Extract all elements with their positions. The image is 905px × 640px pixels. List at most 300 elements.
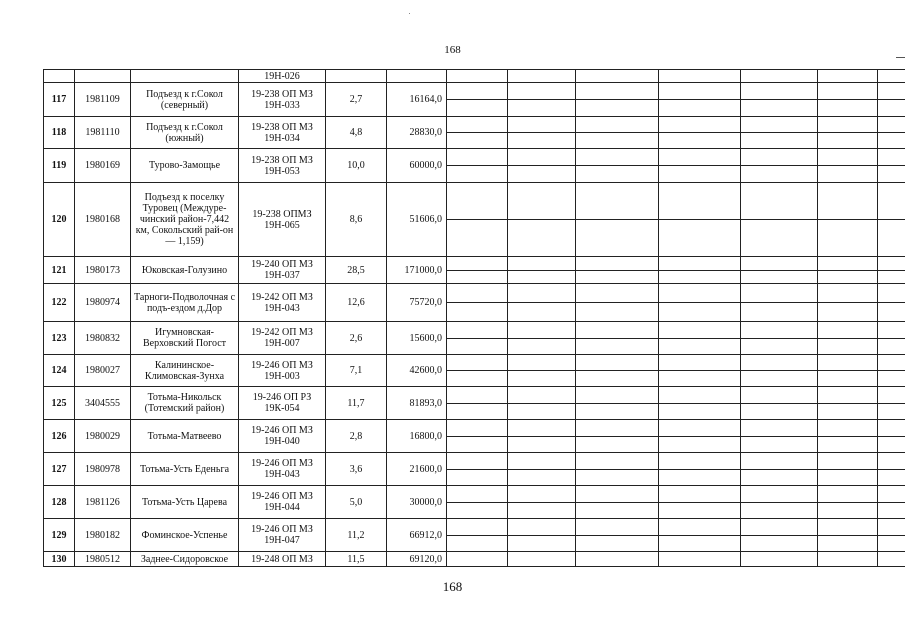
page-number-bottom: 168 — [442, 579, 463, 594]
cell-blank — [447, 322, 508, 355]
cell-divider — [508, 338, 576, 339]
cell-divider — [508, 270, 576, 271]
cell-divider — [659, 502, 741, 503]
cell-blank — [818, 486, 878, 519]
cell-blank — [508, 183, 576, 257]
cell-length: 11,7 — [326, 387, 387, 420]
cell-divider — [447, 338, 508, 339]
cell-length: 5,0 — [326, 486, 387, 519]
cell-divider — [576, 469, 659, 470]
cell-divider — [576, 302, 659, 303]
cell-blank — [818, 117, 878, 149]
cell-divider — [818, 502, 878, 503]
cell-divider — [741, 469, 818, 470]
cell-name: Тотьма-Усть Царева — [131, 486, 239, 519]
table-row — [44, 183, 905, 257]
cell-blank — [878, 420, 905, 453]
cell-blank — [659, 117, 741, 149]
cell-divider — [741, 165, 818, 166]
cell-cost: 15600,0 — [387, 322, 447, 355]
cell-blank — [878, 486, 905, 519]
cell-id: 1980978 — [75, 453, 131, 486]
cell-divider — [741, 270, 818, 271]
cell-blank — [741, 70, 818, 83]
table-row-continuation — [44, 70, 905, 83]
cell-length: 7,1 — [326, 355, 387, 387]
table-row — [44, 486, 905, 519]
cell-blank — [576, 284, 659, 322]
cell-divider — [659, 219, 741, 220]
cell-no: 127 — [44, 453, 75, 486]
cell-divider — [508, 165, 576, 166]
cell-blank — [741, 453, 818, 486]
cell-id: 1980512 — [75, 552, 131, 567]
cell-divider — [508, 403, 576, 404]
cell-blank — [508, 387, 576, 420]
cell-id: 1980027 — [75, 355, 131, 387]
cell-divider — [659, 165, 741, 166]
cell-divider — [447, 469, 508, 470]
cell-code: 19-238 ОП МЗ 19Н-053 — [239, 149, 326, 183]
cell-no: 124 — [44, 355, 75, 387]
cell-length: 11,5 — [326, 552, 387, 567]
cell-divider — [447, 502, 508, 503]
cell-divider — [878, 99, 905, 100]
cell-cost: 66912,0 — [387, 519, 447, 552]
cell-divider — [576, 535, 659, 536]
scan-speck — [409, 13, 410, 14]
cell-blank — [576, 453, 659, 486]
cell-blank — [741, 83, 818, 117]
cell-divider — [508, 302, 576, 303]
cell-blank — [576, 70, 659, 83]
cell-no: 118 — [44, 117, 75, 149]
cell-divider — [508, 219, 576, 220]
table-row — [44, 149, 905, 183]
cell-length: 10,0 — [326, 149, 387, 183]
cell-blank — [659, 83, 741, 117]
cell-name: Турово-Замощье — [131, 149, 239, 183]
cell-blank — [576, 149, 659, 183]
cell-divider — [576, 436, 659, 437]
cell-blank — [818, 284, 878, 322]
cell-blank — [659, 552, 741, 567]
cell-divider — [447, 302, 508, 303]
cell-divider — [659, 270, 741, 271]
cell-divider — [741, 338, 818, 339]
cell-code: 19-242 ОП МЗ 19Н-007 — [239, 322, 326, 355]
cell-divider — [508, 502, 576, 503]
cell-divider — [878, 270, 905, 271]
cell-divider — [508, 99, 576, 100]
cell-divider — [576, 502, 659, 503]
cell-blank — [508, 519, 576, 552]
cell-divider — [741, 436, 818, 437]
cell-blank — [508, 284, 576, 322]
cell-blank — [818, 355, 878, 387]
cell-divider — [741, 302, 818, 303]
cell-divider — [878, 436, 905, 437]
cell-blank — [741, 552, 818, 567]
cell-divider — [447, 535, 508, 536]
cell-length: 12,6 — [326, 284, 387, 322]
cell-code: 19-240 ОП МЗ 19Н-037 — [239, 257, 326, 284]
table-row — [44, 284, 905, 322]
cell-blank — [878, 257, 905, 284]
cell-code: 19-246 ОП РЗ 19К-054 — [239, 387, 326, 420]
cell-cost — [387, 70, 447, 83]
cell-blank — [447, 552, 508, 567]
cell-blank — [741, 387, 818, 420]
cell-blank — [741, 486, 818, 519]
cell-id: 1980173 — [75, 257, 131, 284]
cell-code: 19Н-026 — [239, 70, 326, 83]
cell-divider — [878, 302, 905, 303]
cell-divider — [576, 165, 659, 166]
cell-blank — [818, 519, 878, 552]
cell-name: Заднее-Сидоровское — [131, 552, 239, 567]
table-row — [44, 117, 905, 149]
cell-name: Юковская-Голузино — [131, 257, 239, 284]
cell-divider — [818, 270, 878, 271]
cell-divider — [741, 99, 818, 100]
cell-code: 19-238 ОПМЗ 19Н-065 — [239, 183, 326, 257]
table-row — [44, 420, 905, 453]
cell-id: 1980169 — [75, 149, 131, 183]
cell-divider — [741, 370, 818, 371]
cell-blank — [659, 387, 741, 420]
cell-divider — [818, 165, 878, 166]
cell-divider — [741, 403, 818, 404]
cell-divider — [878, 535, 905, 536]
cell-blank — [818, 257, 878, 284]
cell-divider — [659, 403, 741, 404]
table-row — [44, 552, 905, 567]
cell-blank — [447, 257, 508, 284]
cell-divider — [447, 436, 508, 437]
cell-divider — [741, 132, 818, 133]
cell-divider — [878, 370, 905, 371]
cell-blank — [818, 387, 878, 420]
cell-blank — [818, 552, 878, 567]
cell-no: 119 — [44, 149, 75, 183]
cell-divider — [576, 403, 659, 404]
cell-divider — [447, 370, 508, 371]
cell-blank — [508, 486, 576, 519]
cell-divider — [878, 132, 905, 133]
cell-code: 19-248 ОП МЗ — [239, 552, 326, 567]
cell-blank — [878, 552, 905, 567]
cell-divider — [818, 219, 878, 220]
cell-blank — [447, 149, 508, 183]
cell-blank — [447, 117, 508, 149]
cell-blank — [741, 257, 818, 284]
cell-no: 117 — [44, 83, 75, 117]
cell-no: 130 — [44, 552, 75, 567]
cell-code: 19-246 ОП МЗ 19Н-047 — [239, 519, 326, 552]
cell-name — [131, 70, 239, 83]
cell-name: Тотьма-Никольск (Тотемский район) — [131, 387, 239, 420]
page-number-top: 168 — [444, 44, 461, 56]
cell-id: 3404555 — [75, 387, 131, 420]
cell-blank — [741, 355, 818, 387]
cell-name: Тарноги-Подволочная с подъ-ездом д.Дор — [131, 284, 239, 322]
cell-divider — [818, 403, 878, 404]
cell-blank — [576, 257, 659, 284]
cell-blank — [447, 284, 508, 322]
cell-blank — [576, 355, 659, 387]
cell-cost: 28830,0 — [387, 117, 447, 149]
cell-divider — [659, 302, 741, 303]
cell-blank — [659, 284, 741, 322]
cell-divider — [818, 535, 878, 536]
cell-divider — [659, 370, 741, 371]
cell-blank — [576, 552, 659, 567]
road-register-table — [43, 69, 905, 567]
cell-no: 126 — [44, 420, 75, 453]
cell-divider — [447, 403, 508, 404]
cell-blank — [878, 83, 905, 117]
cell-blank — [818, 70, 878, 83]
cell-blank — [741, 117, 818, 149]
cell-blank — [878, 322, 905, 355]
cell-divider — [741, 535, 818, 536]
cell-blank — [741, 420, 818, 453]
cell-blank — [508, 70, 576, 83]
cell-no: 129 — [44, 519, 75, 552]
cell-divider — [659, 132, 741, 133]
cell-cost: 16800,0 — [387, 420, 447, 453]
cell-divider — [878, 165, 905, 166]
cell-length: 11,2 — [326, 519, 387, 552]
cell-divider — [659, 469, 741, 470]
cell-blank — [818, 183, 878, 257]
cell-blank — [878, 149, 905, 183]
cell-blank — [576, 117, 659, 149]
cell-code: 19-246 ОП МЗ 19Н-044 — [239, 486, 326, 519]
cell-blank — [659, 149, 741, 183]
cell-name: Тотьма-Матвеево — [131, 420, 239, 453]
cell-length: 2,7 — [326, 83, 387, 117]
table-row — [44, 387, 905, 420]
cell-blank — [447, 486, 508, 519]
cell-divider — [508, 132, 576, 133]
cell-blank — [576, 519, 659, 552]
table-row — [44, 519, 905, 552]
cell-blank — [741, 183, 818, 257]
cell-divider — [818, 469, 878, 470]
cell-blank — [447, 387, 508, 420]
cell-blank — [508, 83, 576, 117]
cell-id: 1981110 — [75, 117, 131, 149]
cell-blank — [508, 149, 576, 183]
cell-blank — [878, 387, 905, 420]
cell-id: 1980974 — [75, 284, 131, 322]
cell-no: 121 — [44, 257, 75, 284]
cell-cost: 42600,0 — [387, 355, 447, 387]
cell-blank — [659, 183, 741, 257]
cell-name: Калининское-Климовская-Зунха — [131, 355, 239, 387]
cell-cost: 16164,0 — [387, 83, 447, 117]
cell-divider — [659, 338, 741, 339]
cell-length: 28,5 — [326, 257, 387, 284]
cell-blank — [659, 519, 741, 552]
cell-blank — [878, 453, 905, 486]
cell-blank — [447, 83, 508, 117]
cell-blank — [659, 355, 741, 387]
cell-blank — [508, 257, 576, 284]
cell-divider — [447, 270, 508, 271]
cell-blank — [818, 83, 878, 117]
cell-blank — [508, 420, 576, 453]
cell-divider — [659, 535, 741, 536]
cell-name: Фоминское-Успенье — [131, 519, 239, 552]
cell-cost: 75720,0 — [387, 284, 447, 322]
cell-blank — [878, 284, 905, 322]
cell-blank — [576, 322, 659, 355]
cell-divider — [818, 99, 878, 100]
cell-cost: 51606,0 — [387, 183, 447, 257]
cell-divider — [818, 436, 878, 437]
cell-no — [44, 70, 75, 83]
cell-blank — [576, 486, 659, 519]
cell-divider — [447, 99, 508, 100]
cell-blank — [576, 387, 659, 420]
cell-length: 8,6 — [326, 183, 387, 257]
cell-divider — [659, 99, 741, 100]
cell-blank — [741, 519, 818, 552]
cell-divider — [508, 535, 576, 536]
cell-cost: 60000,0 — [387, 149, 447, 183]
cell-blank — [741, 149, 818, 183]
cell-blank — [818, 420, 878, 453]
cell-code: 19-246 ОП МЗ 19Н-043 — [239, 453, 326, 486]
cell-divider — [508, 436, 576, 437]
cell-blank — [508, 552, 576, 567]
cell-blank — [508, 117, 576, 149]
cell-divider — [447, 165, 508, 166]
cell-name: Подъезд к поселку Туровец (Междуре-чинский район-7,442 км, Сокольский рай-он — 1,159) — [131, 183, 239, 257]
cell-divider — [878, 403, 905, 404]
cell-no: 123 — [44, 322, 75, 355]
cell-divider — [447, 132, 508, 133]
cell-blank — [659, 70, 741, 83]
cell-blank — [576, 183, 659, 257]
table-row — [44, 322, 905, 355]
cell-code: 19-246 ОП МЗ 19Н-003 — [239, 355, 326, 387]
cell-cost: 69120,0 — [387, 552, 447, 567]
table-row — [44, 453, 905, 486]
cell-blank — [878, 70, 905, 83]
cell-cost: 81893,0 — [387, 387, 447, 420]
cell-id — [75, 70, 131, 83]
cell-blank — [659, 486, 741, 519]
cell-blank — [818, 322, 878, 355]
cell-blank — [659, 420, 741, 453]
cell-name: Подъезд к г.Сокол (южный) — [131, 117, 239, 149]
cell-blank — [508, 355, 576, 387]
cell-divider — [576, 219, 659, 220]
cell-blank — [741, 284, 818, 322]
cell-divider — [576, 338, 659, 339]
cell-blank — [447, 70, 508, 83]
cell-blank — [659, 453, 741, 486]
table-row — [44, 83, 905, 117]
cell-blank — [878, 117, 905, 149]
cell-divider — [576, 99, 659, 100]
cell-id: 1980029 — [75, 420, 131, 453]
table-row — [44, 257, 905, 284]
cell-divider — [878, 502, 905, 503]
cell-length: 2,8 — [326, 420, 387, 453]
cell-blank — [508, 453, 576, 486]
cell-divider — [576, 132, 659, 133]
cell-divider — [741, 502, 818, 503]
table-row — [44, 355, 905, 387]
cell-no: 128 — [44, 486, 75, 519]
cell-divider — [741, 219, 818, 220]
cell-cost: 171000,0 — [387, 257, 447, 284]
cell-divider — [508, 469, 576, 470]
cell-blank — [818, 149, 878, 183]
cell-divider — [508, 370, 576, 371]
cell-id: 1981126 — [75, 486, 131, 519]
cell-id: 1980832 — [75, 322, 131, 355]
cell-divider — [659, 436, 741, 437]
cell-divider — [818, 338, 878, 339]
cell-code: 19-238 ОП МЗ 19Н-033 — [239, 83, 326, 117]
cell-no: 120 — [44, 183, 75, 257]
cell-length — [326, 70, 387, 83]
cell-divider — [818, 132, 878, 133]
cell-code: 19-238 ОП МЗ 19Н-034 — [239, 117, 326, 149]
cell-divider — [878, 469, 905, 470]
cell-blank — [576, 420, 659, 453]
cell-name: Тотьма-Усть Еденьга — [131, 453, 239, 486]
edge-mark — [896, 57, 905, 58]
cell-id: 1980182 — [75, 519, 131, 552]
cell-blank — [878, 355, 905, 387]
cell-length: 3,6 — [326, 453, 387, 486]
cell-code: 19-246 ОП МЗ 19Н-040 — [239, 420, 326, 453]
cell-blank — [659, 257, 741, 284]
cell-blank — [447, 183, 508, 257]
cell-blank — [741, 322, 818, 355]
cell-id: 1981109 — [75, 83, 131, 117]
cell-no: 122 — [44, 284, 75, 322]
cell-length: 2,6 — [326, 322, 387, 355]
cell-blank — [447, 355, 508, 387]
cell-no: 125 — [44, 387, 75, 420]
cell-blank — [447, 420, 508, 453]
cell-cost: 21600,0 — [387, 453, 447, 486]
cell-divider — [878, 219, 905, 220]
cell-length: 4,8 — [326, 117, 387, 149]
cell-blank — [508, 322, 576, 355]
cell-blank — [576, 83, 659, 117]
cell-cost: 30000,0 — [387, 486, 447, 519]
cell-blank — [659, 322, 741, 355]
cell-blank — [878, 183, 905, 257]
cell-divider — [818, 370, 878, 371]
cell-blank — [447, 519, 508, 552]
cell-blank — [447, 453, 508, 486]
cell-code: 19-242 ОП МЗ 19Н-043 — [239, 284, 326, 322]
cell-divider — [447, 219, 508, 220]
cell-divider — [878, 338, 905, 339]
cell-divider — [576, 370, 659, 371]
cell-blank — [818, 453, 878, 486]
